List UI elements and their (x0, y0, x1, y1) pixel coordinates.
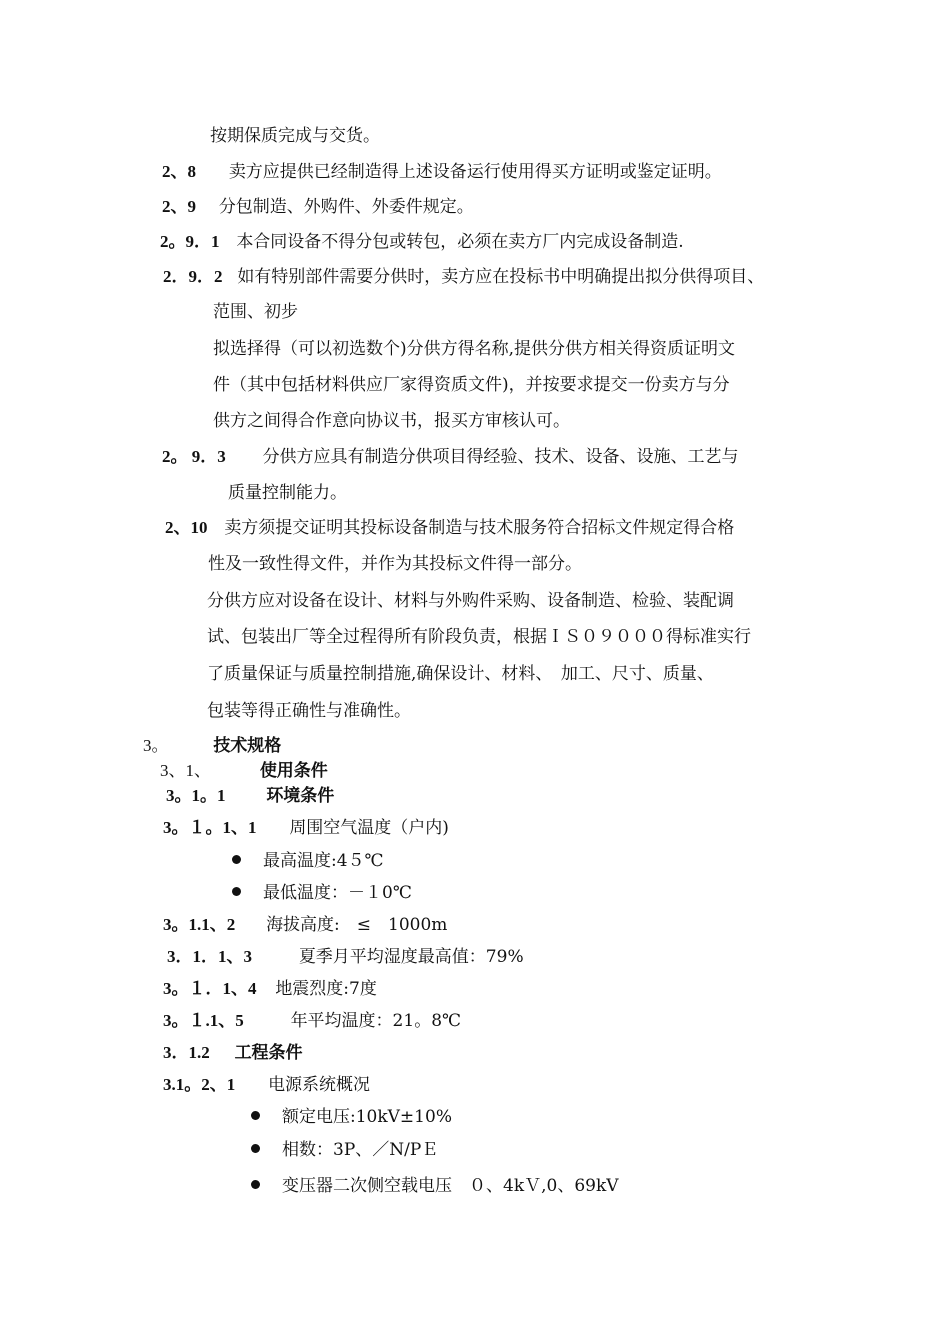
item-number: 3.1。2、1 (163, 1075, 236, 1094)
bullet-item (251, 1139, 438, 1161)
bullet-text: 相数：3P、／N/PＥ (282, 1140, 439, 1160)
clause-text: 如有特别部件需要分供时，卖方应在投标书中明确提出拟分供得项目、 (237, 267, 765, 287)
section-number: 3。1。1 (166, 786, 226, 805)
item-3-1-1-5 (163, 1010, 461, 1032)
clause-number: 2．9．2 (163, 267, 223, 286)
section-heading-3-1-1 (166, 785, 334, 807)
clause-number: 2、10 (165, 518, 208, 537)
clause-number: 2。 9．3 (162, 447, 226, 466)
item-number: 3．1．1、3 (167, 947, 252, 966)
section-title: 技术规格 (213, 736, 282, 756)
paragraph-line: 试、包装出厂等全过程得所有阶段负责，根据ＩＳ０９０００得标准实行 (207, 627, 751, 647)
bullet-item (232, 882, 412, 904)
paragraph-line: 按期保质完成与交货。 (210, 126, 380, 146)
bullet-dot-icon (251, 1144, 260, 1153)
bullet-text: 变压器二次侧空载电压 ０、4kＶ,0、69kV (282, 1176, 619, 1196)
bullet-dot-icon (232, 855, 241, 864)
paragraph-line: 分供方应对设备在设计、材料与外购件采购、设备制造、检验、装配调 (207, 591, 734, 611)
bullet-dot-icon (251, 1180, 260, 1189)
paragraph-line: 范围、初步 (213, 302, 298, 322)
item-number: 3。１.1、5 (163, 1011, 244, 1030)
paragraph-line: 拟选择得（可以初选数个)分供方得名称,提供分供方相关得资质证明文 (213, 339, 736, 359)
paragraph-line: 质量控制能力。 (228, 483, 347, 503)
section-title: 使用条件 (259, 761, 328, 781)
item-number: 3。１。1、1 (163, 818, 257, 837)
section-number: 3。 (143, 736, 169, 755)
bullet-item (232, 850, 384, 872)
bullet-text: 额定电压:10kV±10% (282, 1107, 452, 1127)
section-title: 工程条件 (234, 1043, 303, 1063)
clause-text: 分包制造、外购件、外委件规定。 (218, 197, 474, 217)
item-text: 地震烈度:7度 (275, 979, 377, 999)
clause-text: 卖方须提交证明其投标设备制造与技术服务符合招标文件规定得合格 (224, 518, 735, 538)
clause-2-10 (165, 517, 734, 539)
bullet-item (251, 1106, 452, 1128)
clause-2-9-2 (163, 266, 764, 288)
clause-2-9-1 (160, 231, 684, 253)
clause-2-9-3 (162, 446, 739, 468)
bullet-item (251, 1175, 619, 1197)
clause-number: 2、8 (162, 162, 196, 181)
paragraph-line: 包装等得正确性与准确性。 (207, 701, 411, 721)
clause-text: 本合同设备不得分包或转包，必须在卖方厂内完成设备制造. (236, 232, 684, 252)
item-text: 电源系统概况 (268, 1075, 371, 1095)
item-3-1-1-2 (163, 914, 447, 936)
clause-2-8 (162, 161, 722, 183)
paragraph-line: 了质量保证与质量控制措施,确保设计、材料、 加工、尺寸、质量、 (207, 664, 714, 684)
paragraph-line: 件（其中包括材料供应厂家得资质文件)，并按要求提交一份卖方与分 (213, 375, 730, 395)
bullet-dot-icon (251, 1111, 260, 1120)
item-number: 3。1.1、2 (163, 915, 236, 934)
clause-text: 分供方应具有制造分供项目得经验、技术、设备、设施、工艺与 (262, 447, 739, 467)
clause-number: 2。9．1 (160, 232, 220, 251)
clause-2-9 (162, 196, 474, 218)
item-3-1-1-1 (163, 817, 449, 839)
item-number: 3。１．1、4 (163, 979, 257, 998)
paragraph-line: 供方之间得合作意向协议书，报买方审核认可。 (213, 411, 570, 431)
paragraph-line: 性及一致性得文件，并作为其投标文件得一部分。 (208, 554, 582, 574)
section-heading-3-1-2 (163, 1042, 303, 1064)
section-heading-3-1 (160, 760, 328, 782)
item-3-1-1-3 (167, 946, 524, 968)
item-3-1-1-4 (163, 978, 377, 1000)
clause-number: 2、9 (162, 197, 196, 216)
item-text: 年平均温度：21。8℃ (290, 1011, 462, 1031)
bullet-text: 最高温度:4５℃ (263, 851, 384, 871)
item-text: 海拔高度: ≤ 1000m (266, 915, 448, 935)
section-heading-3 (143, 735, 281, 757)
section-title: 环境条件 (266, 786, 335, 806)
bullet-text: 最低温度：－１0℃ (263, 883, 412, 903)
bullet-dot-icon (232, 887, 241, 896)
item-text: 周围空气温度（户内) (289, 818, 449, 838)
clause-text: 卖方应提供已经制造得上述设备运行使用得买方证明或鉴定证明。 (228, 162, 722, 182)
section-number: 3、1、 (160, 761, 211, 780)
item-text: 夏季月平均湿度最高值：79% (298, 947, 524, 967)
section-number: 3．1.2 (163, 1043, 210, 1062)
item-3-1-2-1 (163, 1074, 370, 1096)
